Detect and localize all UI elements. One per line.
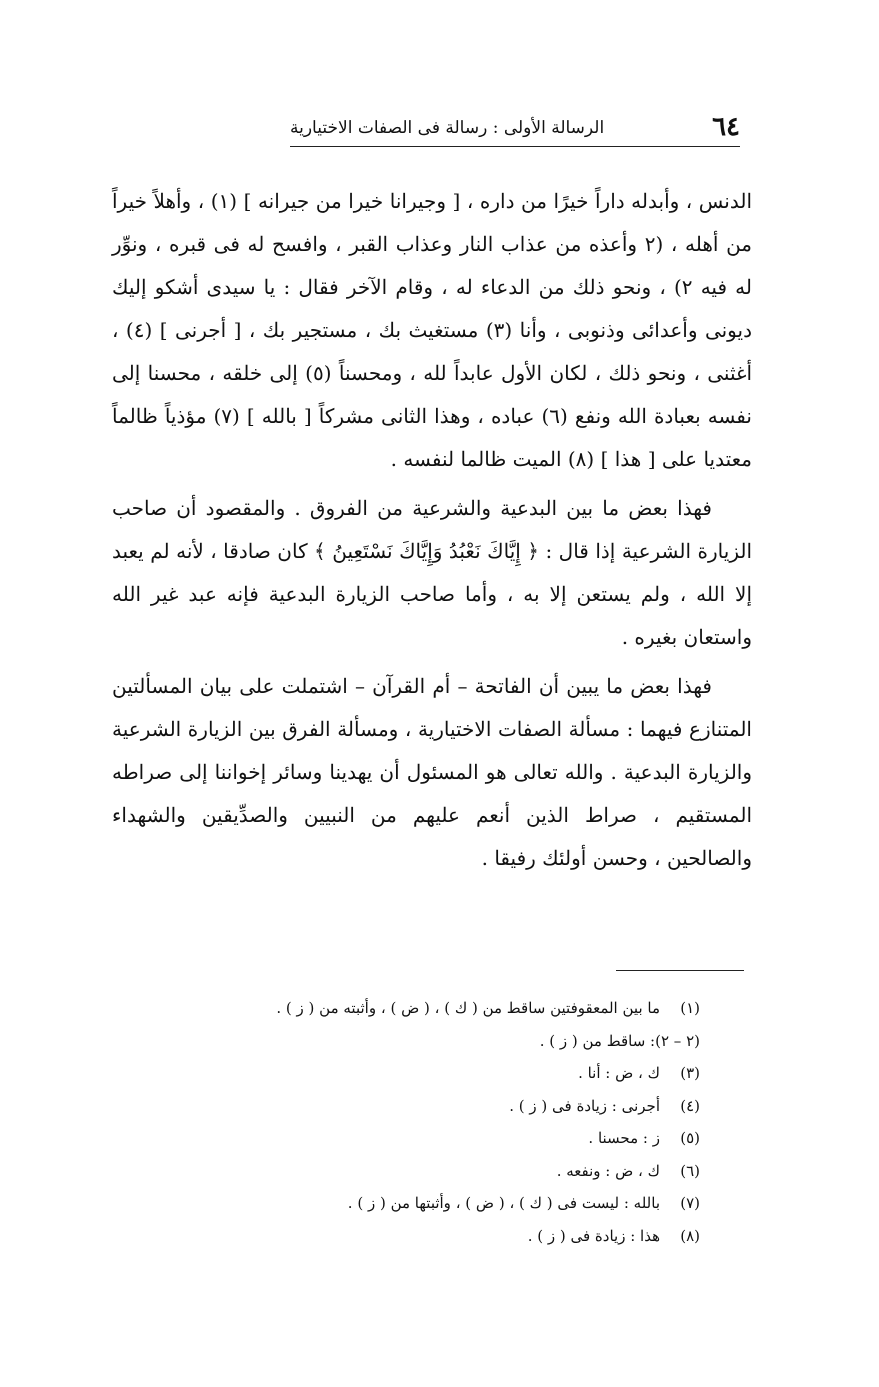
footnote-5 bbox=[200, 1122, 700, 1155]
footnote-text: هذا : زيادة فى ( ز ) . bbox=[527, 1226, 660, 1245]
paragraph-1: الدنس ، وأبدله داراً خيرًا من داره ، [ وجيرانا خيرا من جيرانه ] (١) ، وأهلاً خيراً من أهله ، (٢ وأعذه من عذاب النار وعذاب القبر ، وافسح له فى قبره ، ونوِّر له فيه ٢) ، ونحو ذلك من الدعاء له ، وقام الآخر فقال : يا سيدى أشكو إليك ديونى وأعدائى وذنوبى ، وأنا (٣) مستغيث بك ، مستجير بك ، [ أجرنى ] (٤) ، أغثنى ، ونحو ذلك ، لكان الأول عابداً لله ، ومحسناً (٥) إلى خلقه ، محسنا إلى نفسه بعبادة الله ونفع (٦) عباده ، وهذا الثانى مشركاً [ بالله ] (٧) مؤذياً ظالماً معتديا على [ هذا ] (٨) الميت ظالما لنفسه . bbox=[112, 189, 753, 471]
footnote-2 bbox=[200, 1025, 700, 1058]
footnote-number: (٤) bbox=[680, 1096, 700, 1115]
header-rule bbox=[290, 146, 740, 147]
footnote-text: : ساقط من ( ز ) . bbox=[539, 1031, 656, 1050]
footnote-number: (٧) bbox=[680, 1194, 700, 1212]
paragraph-3: فهذا بعض ما يبين أن الفاتحة – أم القرآن – اشتملت على بيان المسألتين المتنازع فيهما : مسألة الصفات الاختيارية ، ومسألة الفرق بين الزيارة الشرعية والزيارة البدعية . والله تعالى هو المسئول أن يهدينا وسائر إخواننا إلى صراطه المستقيم ، صراط الذين أنعم عليهم من النبيين والصدِّيقين والشهداء والصالحين ، وحسن أولئك رفيقا . bbox=[112, 674, 752, 870]
running-title: الرسالة الأولى : رسالة فى الصفات الاختيارية bbox=[290, 118, 605, 138]
footnote-number: (١) bbox=[680, 999, 700, 1017]
footnote-text: ز : محسنا . bbox=[588, 1129, 660, 1147]
footnote-text: ما بين المعقوفتين ساقط من ( ك ) ، ( ض ) ، وأثبته من ( ز ) . bbox=[276, 999, 660, 1017]
footnote-text: ك ، ض : ونفعه . bbox=[556, 1161, 660, 1180]
footnote-8 bbox=[200, 1220, 700, 1253]
footnote-separator bbox=[616, 970, 744, 971]
footnote-6 bbox=[200, 1155, 700, 1188]
main-text bbox=[112, 180, 752, 880]
footnote-3 bbox=[200, 1057, 700, 1090]
footnote-7 bbox=[200, 1187, 700, 1220]
footnote-number: (٣) bbox=[680, 1064, 700, 1082]
footnote-text: ك ، ض : أنا . bbox=[578, 1064, 660, 1082]
page-number: ٦٤ bbox=[712, 112, 740, 142]
footnote-number: (٢ – ٢) bbox=[655, 1031, 700, 1050]
footnote-text: بالله : ليست فى ( ك ) ، ( ض ) ، وأثبتها من ( ز ) . bbox=[347, 1194, 660, 1212]
footnote-number: (٦) bbox=[680, 1161, 700, 1180]
footnote-number: (٥) bbox=[680, 1129, 700, 1147]
footnotes bbox=[200, 992, 700, 1252]
running-head bbox=[290, 108, 740, 148]
footnote-1 bbox=[200, 992, 700, 1025]
footnote-4 bbox=[200, 1090, 700, 1123]
footnote-text: أجرنى : زيادة فى ( ز ) . bbox=[509, 1096, 660, 1115]
footnote-number: (٨) bbox=[680, 1226, 700, 1245]
paragraph-2: فهذا بعض ما بين البدعية والشرعية من الفروق . والمقصود أن صاحب الزيارة الشرعية إذا قال : ﴿ إِيَّاكَ نَعْبُدُ وَإِيَّاكَ نَسْتَعِينُ ﴾ كان صادقا ، لأنه لم يعبد إلا الله ، ولم يستعن إلا به ، وأما صاحب الزيارة البدعية فإنه عبد غير الله واستعان بغيره . bbox=[112, 496, 752, 649]
